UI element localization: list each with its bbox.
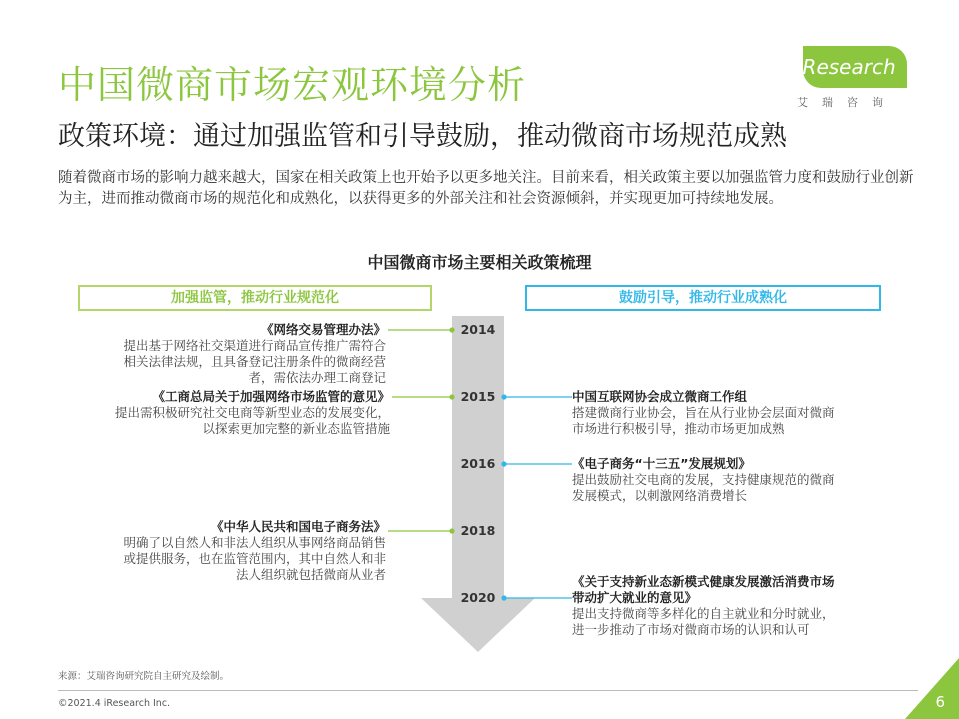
logo-subtext: 艾瑞咨询: [797, 96, 897, 109]
policy-item-right: [572, 574, 882, 638]
policy-body-line: 搭建微商行业协会，旨在从行业协会层面对微商: [572, 405, 835, 420]
intro-paragraph: 随着微商市场的影响力越来越大，国家在相关政策上也开始予以更多地关注。目前来看，相关政策主要以加强监管力度和鼓励行业创新为主，进而推动微商市场的规范化和成熟化，以获得更多的外部关注和社会资源倾斜，并实现更加可持续地发展。: [58, 170, 914, 207]
chart-title: 中国微商市场主要相关政策梳理: [367, 253, 592, 272]
page-number-badge: [905, 680, 959, 719]
policy-item-left: [60, 322, 386, 386]
page-subtitle: 政策环境：通过加强监管和引导鼓励，推动微商市场规范成熟: [58, 121, 787, 152]
copyright: ©2021.4 iResearch Inc.: [58, 698, 171, 709]
policy-body-line: 以探索更加完整的新业态监管措施: [202, 421, 390, 436]
policy-body-line: 提出需积极研究社交电商等新型业态的发展变化，: [114, 405, 390, 420]
policy-body-line: 提出鼓励社交电商的发展，支持健康规范的微商: [572, 472, 835, 487]
year-label: 2016: [460, 456, 496, 471]
policy-title: 中国互联网协会成立微商工作组: [572, 389, 748, 404]
policy-body-line: 者，需依法办理工商登记: [248, 370, 386, 385]
policy-title-line: 《关于支持新业态新模式健康发展激活消费市场: [572, 574, 835, 589]
policy-item-right: [572, 456, 872, 504]
year-label: 2020: [460, 590, 496, 605]
policy-body-line: 提出基于网络社交渠道进行商品宣传推广需符合: [123, 338, 386, 353]
policy-title: 《中华人民共和国电子商务法》: [210, 519, 386, 534]
policy-title-line: 带动扩大就业的意见》: [572, 590, 698, 605]
year-label: 2014: [460, 322, 496, 337]
policy-body-line: 明确了以自然人和非法人组织从事网络商品销售: [123, 535, 386, 550]
year-label: 2018: [460, 523, 496, 538]
logo-text: iResearch: [797, 55, 896, 79]
year-label: 2015: [460, 389, 496, 404]
policy-title: 《网络交易管理办法》: [260, 322, 386, 337]
policy-body-line: 或提供服务，也在监管范围内，其中自然人和非: [123, 551, 386, 566]
policy-item-left: [60, 389, 390, 437]
policy-body-line: 相关法律法规，且具备登记注册条件的微商经营: [123, 354, 386, 369]
policy-body-line: 进一步推动了市场对微商市场的认识和认可: [572, 622, 810, 637]
policy-item-left: [60, 519, 386, 583]
policy-body-line: 市场进行积极引导，推动市场更加成熟: [572, 421, 785, 436]
policy-title: 《工商总局关于加强网络市场监管的意见》: [152, 389, 390, 404]
policy-body-line: 提出支持微商等多样化的自主就业和分时就业，: [572, 606, 835, 621]
page-title: 中国微商市场宏观环境分析: [58, 63, 527, 107]
page-number: 6: [935, 693, 945, 711]
policy-body-line: 发展模式，以刺激网络消费增长: [572, 488, 748, 503]
policy-title: 《电子商务“十三五”发展规划》: [572, 456, 751, 471]
left-column-header: 加强监管，推动行业规范化: [78, 285, 432, 311]
source-note: 来源：艾瑞咨询研究院自主研究及绘制。: [58, 671, 230, 682]
policy-body-line: 法人组织就包括微商从业者: [235, 567, 386, 582]
policy-item-right: [572, 389, 872, 437]
right-column-header: 鼓励引导，推动行业成熟化: [525, 285, 881, 311]
footer-divider: [58, 690, 918, 691]
